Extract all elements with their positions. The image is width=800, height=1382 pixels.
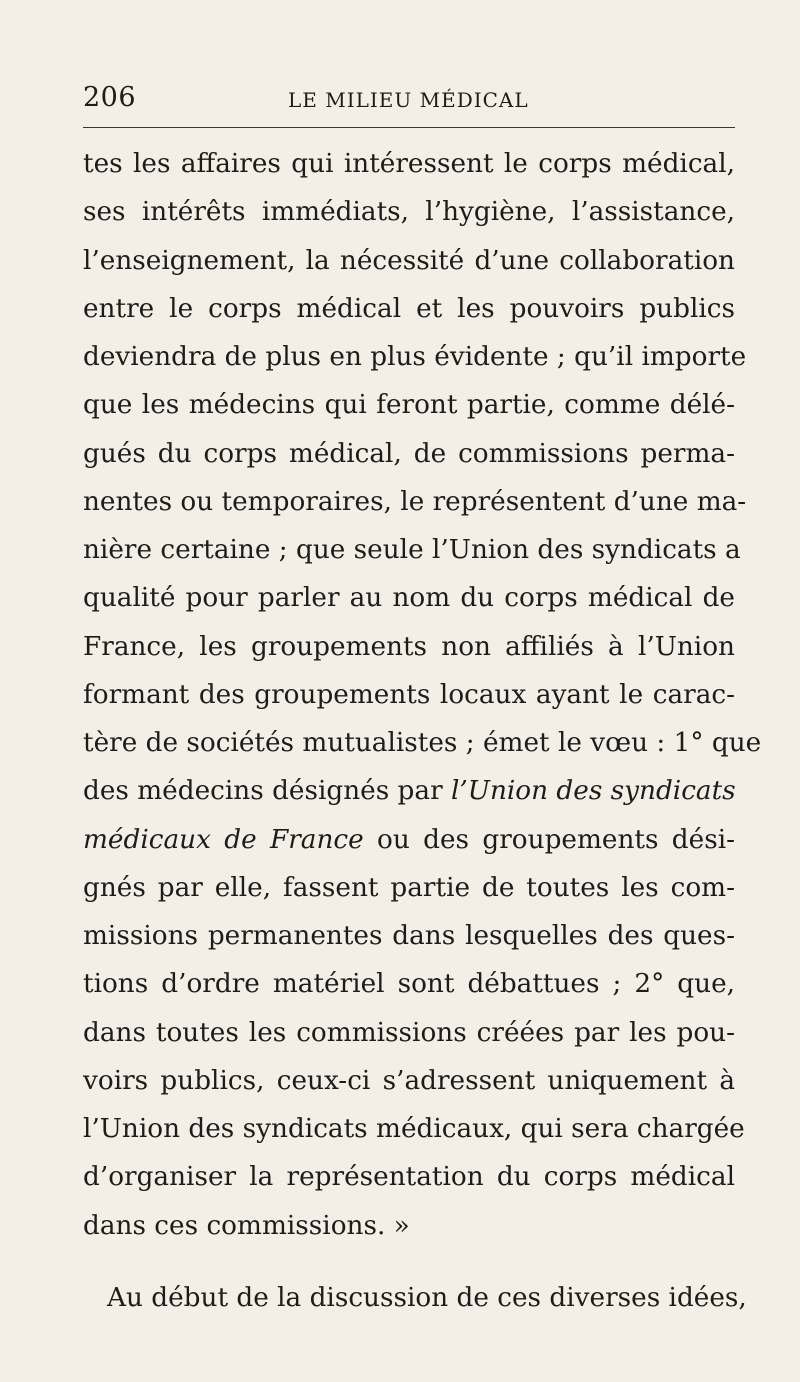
page-number: 206 (83, 82, 137, 113)
header-rule (83, 127, 735, 128)
text-line: qualité pour parler au nom du corps médical de (83, 583, 735, 614)
text-line: tions d’ordre matériel sont débattues ; 2° que, (83, 969, 735, 1000)
text-line: des médecins désignés par l’Union des syndicats (83, 776, 736, 807)
text-line: deviendra de plus en plus évidente ; qu’il importe (83, 342, 747, 372)
text-line: tes les affaires qui intéressent le corps médical, (83, 149, 735, 179)
text-line: que les médecins qui feront partie, comme délé- (83, 390, 735, 421)
italic-title: l’Union des syndicats (451, 776, 736, 807)
text-line: dans toutes les commissions créées par les pou- (83, 1017, 735, 1048)
paragraph-gap (83, 1250, 735, 1274)
text-line: gués du corps médical, de commissions perma- (83, 438, 735, 469)
text-line: ses intérêts immédiats, l’hygiène, l’assistance, (83, 197, 735, 228)
text-line: tère de sociétés mutualistes ; émet le vœu : 1° que (83, 728, 762, 758)
body-text (83, 140, 762, 1322)
page-header (83, 78, 735, 118)
text-line: France, les groupements non affiliés à l’Union (83, 631, 735, 662)
text-line: Au début de la discussion de ces diverses idées, (107, 1282, 747, 1313)
text-line: l’Union des syndicats médicaux, qui sera chargée (83, 1114, 745, 1144)
paragraph-2 (83, 1274, 747, 1322)
text-line: médicaux de France ou des groupements dési- (83, 824, 735, 855)
text-line: nentes ou temporaires, le représentent d’une ma- (83, 486, 747, 517)
italic-title: médicaux de France (83, 824, 364, 855)
text-line: dans ces commissions. » (83, 1210, 410, 1241)
text-line: gnés par elle, fassent partie de toutes les com- (83, 872, 735, 903)
paragraph-1 (83, 140, 762, 1250)
running-title: LE MILIEU MÉDICAL (288, 88, 529, 112)
text-line: missions permanentes dans lesquelles des ques- (83, 921, 735, 951)
text-line: l’enseignement, la nécessité d’une collaboration (83, 245, 735, 276)
text-line: formant des groupements locaux ayant le carac- (83, 679, 735, 710)
text-line: nière certaine ; que seule l’Union des syndicats a (83, 535, 741, 565)
text-line: d’organiser la représentation du corps médical (83, 1162, 735, 1193)
text-line: entre le corps médical et les pouvoirs publics (83, 293, 735, 324)
text-line: voirs publics, ceux-ci s’adressent uniquement à (83, 1065, 735, 1096)
